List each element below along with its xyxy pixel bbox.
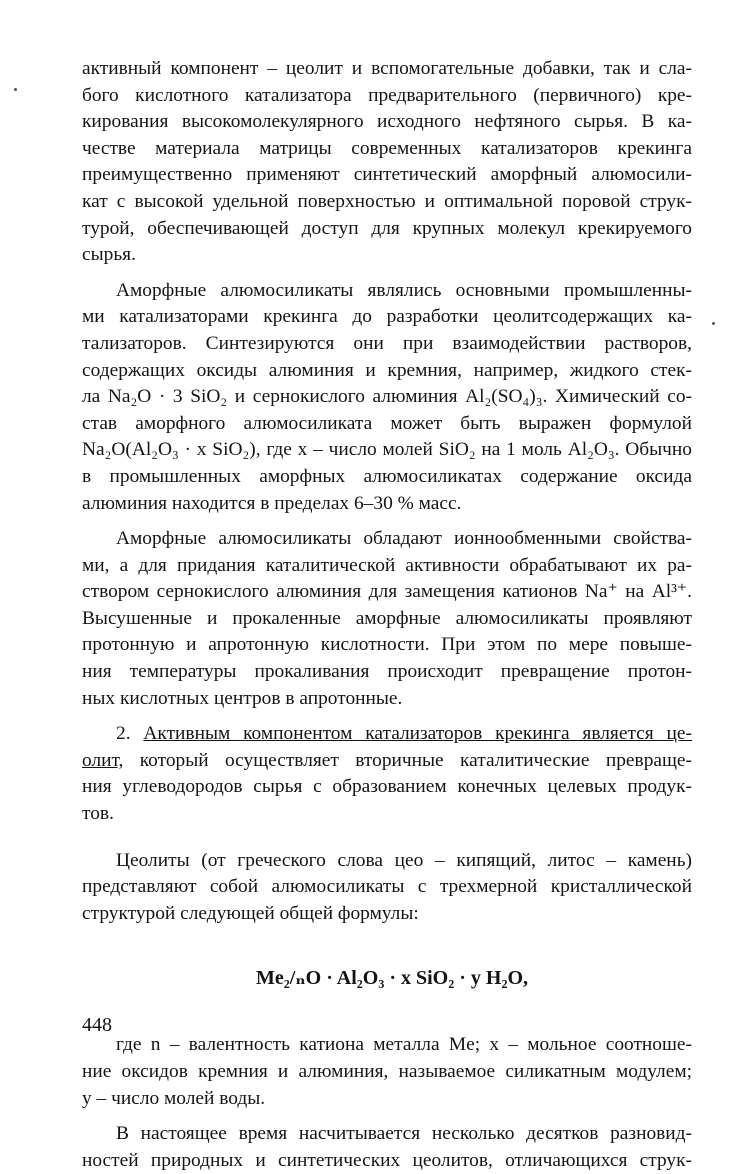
text-line: Высушенные и прокаленные аморфные алюмосиликаты проявляют xyxy=(82,607,692,629)
paragraph-1 xyxy=(82,56,692,269)
text-line: Аморфные алюмосиликаты являлись основными промышленны- xyxy=(116,279,692,301)
text-line xyxy=(82,721,692,748)
text-line: ния температуры прокаливания происходит превращение протон- xyxy=(82,661,692,683)
paragraph-5 xyxy=(82,848,692,928)
text-line: Na₂O(Al₂O₃ · x SiO₂), где x – число молей SiO₂ на 1 моль Al₂O₃. Обычно xyxy=(82,439,692,461)
text-line: Цеолиты (от греческого слова цео – кипящий, литос – камень) xyxy=(116,849,692,871)
text-line: турой, обеспечивающей доступ для крупных молекул крекируемого xyxy=(82,217,692,239)
text-line: бого кислотного катализатора предварительного (первичного) кре- xyxy=(82,84,692,106)
text-line: сырья. xyxy=(82,244,136,266)
text-line: алюминия находится в пределах 6–30 % масс. xyxy=(82,492,462,514)
paragraph-6 xyxy=(82,1121,692,1174)
scan-speck xyxy=(14,88,17,91)
text-line: тов. xyxy=(82,803,114,825)
text-line: содержащих оксиды алюминия и кремния, например, жидкого стек- xyxy=(82,359,692,381)
text-line: ных кислотных центров в апротонные. xyxy=(82,687,403,709)
text-line: преимущественно применяют синтетический аморфный алюмосили- xyxy=(82,164,692,186)
text-line: активный компонент – цеолит и вспомогательные добавки, так и сла- xyxy=(82,58,692,79)
paragraph-2 xyxy=(82,278,692,517)
formula-explanation xyxy=(82,1032,692,1112)
text-line: честве материала матрицы современных катализаторов крекинга xyxy=(82,137,692,159)
paragraph-4 xyxy=(82,721,692,827)
text-line: ми, а для придания каталитической активности обрабатывают их ра- xyxy=(82,554,692,576)
underlined-statement: Активным компонентом катализаторов крекинга является це- xyxy=(143,723,692,745)
text-line: где n – валентность катиона металла Me; x – мольное соотноше- xyxy=(116,1034,692,1056)
zeolite-formula: Me₂/ₙO · Al₂O₃ · x SiO₂ · y H₂O, xyxy=(255,967,529,990)
paragraph-3 xyxy=(82,526,692,712)
text-line xyxy=(82,748,692,775)
text-line: ла Na₂O · 3 SiO₂ и сернокислого алюминия Al₂(SO₄)₃. Химический со- xyxy=(82,386,692,408)
text-line: y – число молей воды. xyxy=(82,1087,266,1109)
text-line: в промышленных аморфных алюмосиликатах содержание оксида xyxy=(82,465,692,487)
text-line: став аморфного алюмосиликата может быть выражен формулой xyxy=(82,412,692,434)
text-line: ние оксидов кремния и алюминия, называемое силикатным модулем; xyxy=(82,1061,692,1082)
list-number: 2. xyxy=(116,723,131,745)
page-body xyxy=(82,56,692,1174)
text-segment: который осуществляет вторичные каталитические превраще- xyxy=(123,749,692,771)
text-line: представляют собой алюмосиликаты с трехмерной кристаллической xyxy=(82,876,692,898)
text-line: ния углеводородов сырья с образованием конечных целевых продук- xyxy=(82,776,692,798)
page-number: 448 xyxy=(82,1014,112,1036)
text-line: ностей природных и синтетических цеолитов, отличающихся струк- xyxy=(82,1149,692,1171)
text-line: Аморфные алюмосиликаты обладают ионнообменными свойства- xyxy=(116,528,692,550)
underlined-statement-end: олит, xyxy=(82,749,124,771)
text-line: ми катализаторами крекинга до разработки цеолитсодержащих ка- xyxy=(82,306,692,328)
text-line: структурой следующей общей формулы: xyxy=(82,902,419,924)
text-line: створом сернокислого алюминия для замещения катионов Na⁺ на Al³⁺. xyxy=(82,581,692,603)
text-line: кирования высокомолекулярного исходного нефтяного сырья. В ка- xyxy=(82,111,692,133)
scan-speck xyxy=(712,322,715,325)
text-line: В настоящее время насчитывается несколько десятков разновид- xyxy=(116,1123,692,1145)
text-line: кат с высокой удельной поверхностью и оптимальной поровой струк- xyxy=(82,190,692,212)
text-line: протонную и апротонную кислотности. При этом по мере повыше- xyxy=(82,634,692,656)
text-line: тализаторов. Синтезируются они при взаимодействии растворов, xyxy=(82,332,692,354)
